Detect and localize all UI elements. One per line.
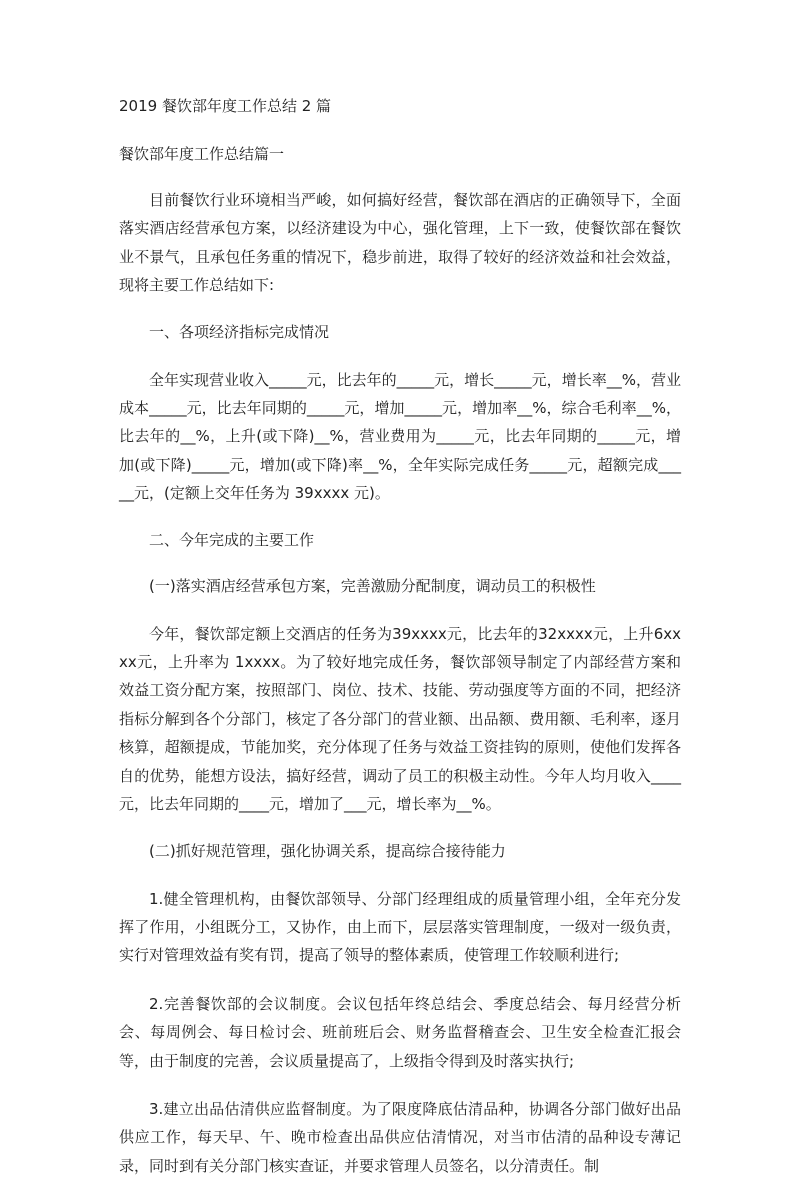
list-item-2: 2.完善餐饮部的会议制度。会议包括年终总结会、季度总结会、每月经营分析会、每周例会、每日检讨会、班前班后会、财务监督稽查会、卫生安全检查汇报会等，由于制度的完善，会议质量提高了，上级指令得到及时落实执行; — [119, 994, 681, 1070]
document-subtitle: 餐饮部年度工作总结篇一 — [119, 145, 285, 163]
subsection1-paragraph: 今年，餐饮部定额上交酒店的任务为39xxxx元，比去年的32xxxx元，上升6xxxx元，上升率为 1xxxx。为了较好地完成任务，餐饮部领导制定了内部经营方案和效益工资分配方案，按照部门、岗位、技术、技能、劳动强度等方面的不同，把经济指标分解到各个分部门，核定了各分部门的营业额、出品额、费用额、毛利率，逐月核算，超额提成，节能加奖，充分体现了任务与效益工资挂钩的原则，使他们发挥各自的优势，能想方设法，搞好经营，调动了员工的积极主动性。今年人均月收入____元，比去年同期的____元，增加了___元，增长率为__%。 — [119, 624, 681, 814]
section1-paragraph: 全年实现营业收入_____元，比去年的_____元，增长_____元，增长率__%，营业成本_____元，比去年同期的_____元，增加_____元，增加率__%，综合毛利率__%，比去年的__%，上升(或下降)__%，营业费用为_____元，比去年同期的_____元，增加(或下降)_____元，增加(或下降)率__%，全年实际完成任务_____元，超额完成_____元，(定额上交年任务为 39xxxx 元)。 — [119, 370, 681, 503]
list-item-1: 1.健全管理机构，由餐饮部领导、分部门经理组成的质量管理小组，全年充分发挥了作用，小组既分工，又协作，由上而下，层层落实管理制度，一级对一级负责，实行对管理效益有奖有罚，提高了领导的整体素质，使管理工作较顺利进行; — [119, 889, 681, 965]
section2-heading: 二、今年完成的主要工作 — [149, 530, 315, 549]
subsection1-heading: (一)落实酒店经营承包方案，完善激励分配制度，调动员工的积极性 — [149, 576, 596, 595]
document-title: 2019 餐饮部年度工作总结 2 篇 — [119, 97, 332, 115]
subsection2-heading: (二)抓好规范管理，强化协调关系，提高综合接待能力 — [149, 841, 506, 860]
document-page — [119, 96, 681, 1200]
section1-heading: 一、各项经济指标完成情况 — [149, 322, 330, 341]
list-item-3: 3.建立出品估清供应监督制度。为了限度降底估清品种，协调各分部门做好出品供应工作，每天早、午、晚市检查出品供应估清情况，对当市估清的品种设专薄记录，同时到有关分部门核实查证，并要求管理人员签名，以分清责任。制 — [119, 1099, 681, 1175]
intro-paragraph: 目前餐饮行业环境相当严峻，如何搞好经营，餐饮部在酒店的正确领导下，全面落实酒店经营承包方案，以经济建设为中心，强化管理，上下一致，使餐饮部在餐饮业不景气，且承包任务重的情况下，稳步前进，取得了较好的经济效益和社会效益，现将主要工作总结如下: — [119, 191, 681, 295]
